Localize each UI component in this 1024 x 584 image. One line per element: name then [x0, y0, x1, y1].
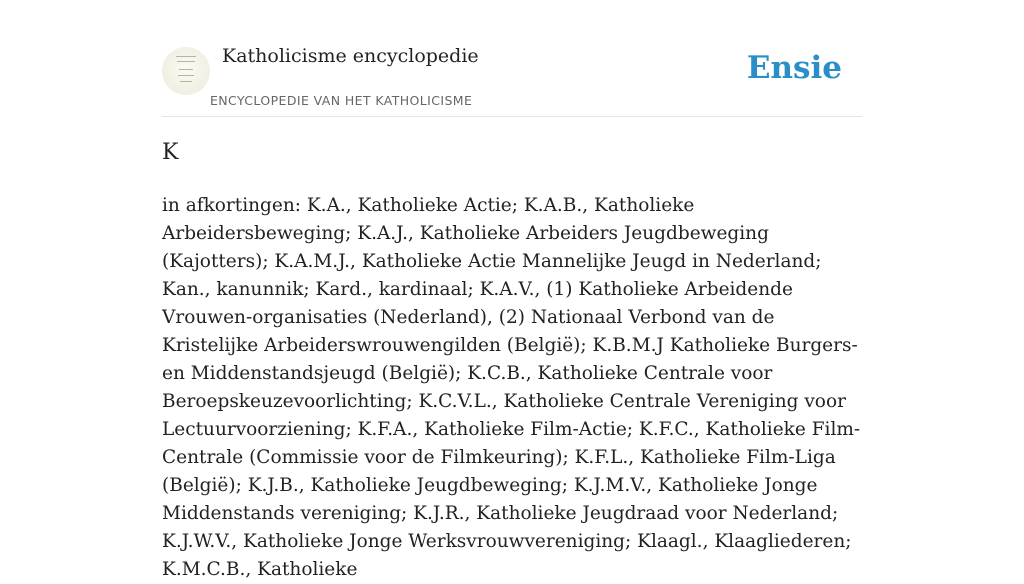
entry-body: in afkortingen: K.A., Katholieke Actie; K.A.B., Katholieke Arbeidersbeweging; K.A.J., Katholieke Arbeiders Jeugdbeweging (Kajotters); K.A.M.J., Katholieke Actie Mannelijke Jeugd in Nederland; Kan., kanunnik; Kard., kardinaal; K.A.V., (1) Katholieke Arbeidende Vrouwen-organisaties (Nederland), (2) Nationaal Verbond van de Kristelijke Arbeiderswrouwengilden (België); K.B.M.J Katholieke Burgers- en Middenstandsjeugd (België); K.C.B., Katholieke Centrale voor Beroepskeuzevoorlichting; K.C.V.L., Katholieke Centrale Vereniging voor Lectuurvoorziening; K.F.A., Katholieke Film-Actie; K.F.C., Katholieke Film-Centrale (Commissie voor de Filmkeuring); K.F.L., Katholieke Film-Liga (België); K.J.B., Katholieke Jeugdbeweging; K.J.M.V., Katholieke Jonge Middenstands vereniging; K.J.R., Katholieke Jeugdraad voor Nederland; K.J.W.V., Katholieke Jonge Werksvrouwvereniging; Klaagl., Klaagliederen; K.M.C.B., Katholieke [162, 195, 861, 580]
book-subtitle: ENCYCLOPEDIE VAN HET KATHOLICISME [210, 93, 473, 108]
cover-line [176, 56, 196, 57]
header [162, 0, 862, 117]
cover-line [177, 61, 195, 62]
entry-title: K [162, 140, 179, 165]
brand-logo[interactable]: Ensie [746, 50, 842, 86]
cover-line [179, 69, 193, 70]
cover-line [178, 75, 194, 76]
book-cover-thumbnail[interactable] [162, 47, 210, 95]
page [162, 0, 862, 580]
book-title[interactable]: Katholicisme encyclopedie [222, 45, 479, 67]
cover-line [180, 81, 192, 82]
